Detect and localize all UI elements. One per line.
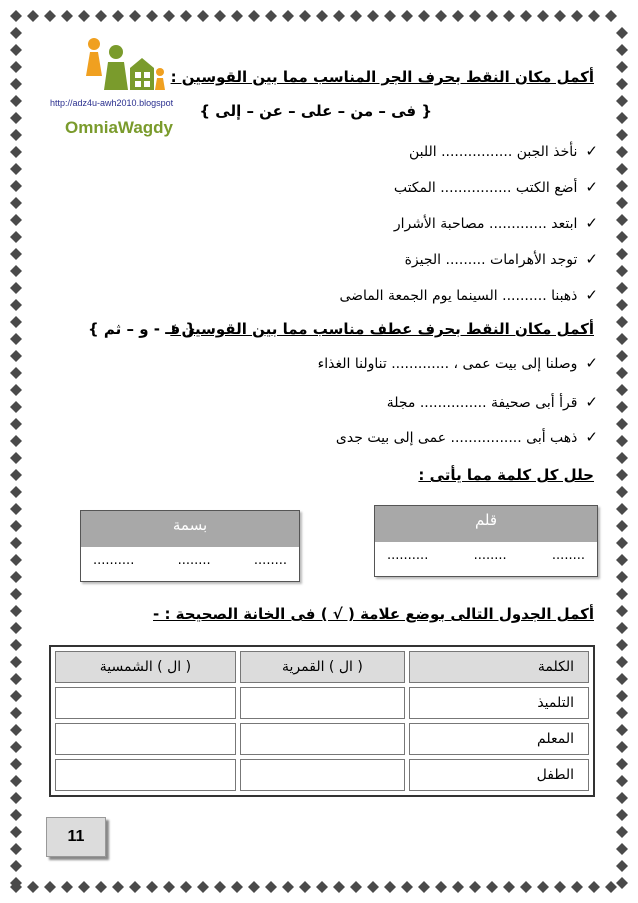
section2-heading: أكمل مكان النقط بحرف عطف مناسب مما بين القوسين : <box>170 320 594 338</box>
analysis-cell[interactable]: .......... <box>387 548 429 563</box>
analysis-cell[interactable]: .......... <box>93 553 135 568</box>
table-cell-qamariya[interactable] <box>240 687 405 719</box>
check-icon: ✓ <box>585 393 598 411</box>
table-cell-qamariya[interactable] <box>240 759 405 791</box>
table-word: الطفل <box>409 759 589 791</box>
section2-item-1 <box>318 354 598 372</box>
section2-item-text: قرأ أبى صحيفة ............... مجلة <box>386 395 578 411</box>
check-icon: ✓ <box>585 250 598 268</box>
section1-item-text: نأخذ الجبن ................ اللبن <box>408 144 578 160</box>
table-word: المعلم <box>409 723 589 755</box>
check-icon: ✓ <box>585 178 598 196</box>
section2-item-text: ذهب أبى ................ عمى إلى بيت جدى <box>335 430 578 446</box>
check-icon: ✓ <box>585 142 598 160</box>
section1-item-1 <box>409 142 598 160</box>
section1-item-4 <box>405 250 598 268</box>
column-header: ( ال ) القمرية <box>240 651 405 683</box>
column-header: ( ال ) الشمسية <box>55 651 236 683</box>
section1-item-text: ذهبنا .......... السينما يوم الجمعة الماضى <box>339 288 578 304</box>
analysis-word: بسمة <box>81 511 299 547</box>
logo-url: http://adz4u-awh2010.blogspot <box>50 98 174 108</box>
word-table <box>49 645 595 797</box>
analysis-cells <box>81 545 299 568</box>
logo-name: OmniaWagdy <box>65 118 173 137</box>
analysis-cell[interactable]: ........ <box>473 548 507 563</box>
section1-choices: { فى – من – على – عن – إلى } <box>199 102 432 120</box>
section1-item-text: أضع الكتب ................ المكتب <box>393 180 578 196</box>
analysis-word: قلم <box>375 506 597 542</box>
table-word: التلميذ <box>409 687 589 719</box>
table-row <box>55 687 589 719</box>
table-cell-shamsiya[interactable] <box>55 759 236 791</box>
section2-item-2 <box>387 393 598 411</box>
section2-item-3 <box>336 428 598 446</box>
table-cell-qamariya[interactable] <box>240 723 405 755</box>
section1-item-2 <box>394 178 598 196</box>
section3-heading: حلل كل كلمة مما يأتى : <box>418 466 594 484</box>
table-header-row <box>55 651 589 683</box>
analysis-box-qalam <box>374 505 598 577</box>
column-header: الكلمة <box>409 651 589 683</box>
analysis-cell[interactable]: ........ <box>551 548 585 563</box>
analysis-box-basma <box>80 510 300 582</box>
section2-item-text: وصلنا إلى بيت عمى ، ............. تناولنا الغذاء <box>317 356 578 372</box>
table-cell-shamsiya[interactable] <box>55 687 236 719</box>
check-icon: ✓ <box>585 428 598 446</box>
page-number: 11 <box>46 817 106 857</box>
section1-heading: أكمل مكان النقط بحرف الجر المناسب مما بين القوسين : <box>170 68 594 86</box>
section1-item-text: توجد الأهرامات ......... الجيزة <box>404 252 578 268</box>
section1-item-3 <box>394 214 598 232</box>
section4-heading: أكمل الجدول التالى بوضع علامة ( √ ) فى الخانة الصحيحة : - <box>153 605 594 623</box>
section1-item-5 <box>339 286 598 304</box>
table-row <box>55 759 589 791</box>
section2-choices: { فـ - و – ثم } <box>88 320 197 338</box>
check-icon: ✓ <box>585 354 598 372</box>
analysis-cell[interactable]: ........ <box>177 553 211 568</box>
section1-item-text: ابتعد ............. مصاحبة الأشرار <box>393 216 578 232</box>
analysis-cells <box>375 540 597 563</box>
table-cell-shamsiya[interactable] <box>55 723 236 755</box>
analysis-cell[interactable]: ........ <box>253 553 287 568</box>
check-icon: ✓ <box>585 286 598 304</box>
check-icon: ✓ <box>585 214 598 232</box>
table-row <box>55 723 589 755</box>
